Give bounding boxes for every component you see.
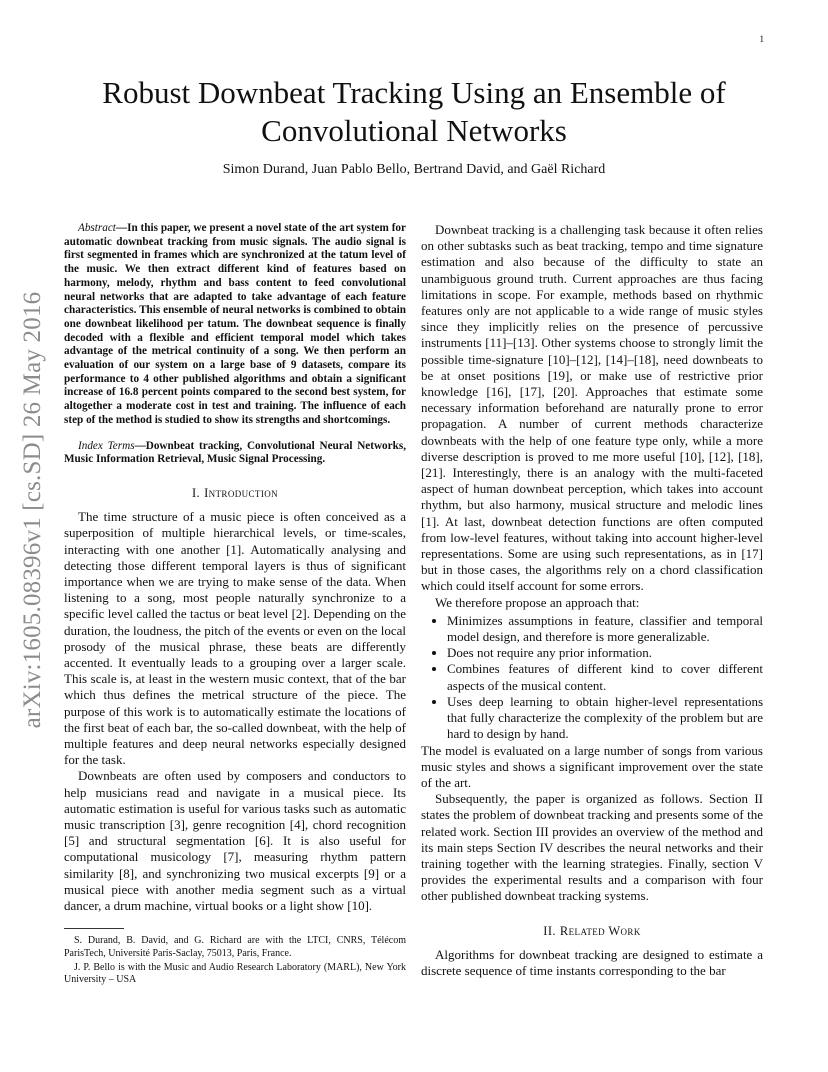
section-heading-introduction [64, 485, 406, 501]
abstract-text: —In this paper, we present a novel state of the art system for automatic downbeat tracking from music signals. The audio signal is first segmented in frames which are synchronized at the tatum level of the music. We then extract different kind of features based on harmony, melody, rhythm and bass content to feed convolutional neural networks that are adapted to take advantage of each feature characteristics. This ensemble of neural networks is combined to obtain one downbeat likelihood per tatum. The downbeat sequence is finally decoded with a flexible and efficient temporal model which takes advantage of the metrical continuity of a song. We then perform an evaluation of our system on a large base of 9 datasets, compare its performance to 4 other published algorithms and obtain a significant increase of 16.8 percent points compared to the second best system, for altogether a moderate cost in test and training. The influence of each step of the method is studied to show its strengths and shortcomings. [64, 222, 406, 426]
related-work-paragraph: Algorithms for downbeat tracking are designed to estimate a discrete sequence of time instants corresponding to the bar [421, 946, 763, 978]
section-title: Related Work [559, 923, 641, 938]
body-paragraph: We therefore propose an approach that: [435, 594, 640, 610]
paper-header [60, 74, 768, 178]
arxiv-identifier-stamp[interactable]: arXiv:1605.08396v1 [cs.SD] 26 May 2016 [19, 291, 46, 729]
list-item: • Does not require any prior information. [447, 645, 763, 661]
section-number: II. [543, 923, 556, 938]
intro-paragraph: The time structure of a music piece is often conceived as a superposition of multiple hierarchical levels, or time-scales, interacting with one another [1]. Automatically analysing and detecting those different temporal layers is thus of significant importance when we are trying to make sense of the data. When listening to a song, most people naturally synchronize to a specific level called the tactus or beat level [2]. Depending on the duration, the loudness, the pitch of the events or even on the local prosody of the musical phrase, these beats are differently accented. It eventually leads to a grouping over a larger scale. This scale is, at least in the western music context, that of the bar which thus defines the metrical structure of the piece. The purpose of this work is to automatically estimate the locations of the first beat of each bar, the so-called downbeat, with the help of multiple features and deep neural networks especially designed for the task. [64, 509, 406, 768]
list-item: • Combines features of different kind to cover different aspects of the musical content. [447, 661, 763, 693]
author-list: Simon Durand, Juan Pablo Bello, Bertrand David, and Gaël Richard [222, 162, 606, 177]
index-terms-label: Index Terms [78, 439, 135, 452]
body-paragraph: The model is evaluated on a large number of songs from various music styles and shows a significant improvement over the state of the art. [421, 742, 763, 790]
index-terms-text: —Downbeat tracking, Convolutional Neural Networks, Music Information Retrieval, Music Signal Processing. [64, 439, 406, 466]
left-column [64, 222, 406, 989]
footnotes [64, 935, 406, 987]
page-number: 1 [759, 34, 764, 44]
section-title: Introduction [204, 485, 279, 500]
footnote-divider [64, 928, 124, 929]
list-item: • Minimizes assumptions in feature, classifier and temporal model design, and therefore is more generalizable. [447, 613, 763, 645]
body-paragraph: Downbeat tracking is a challenging task because it often relies on other subtasks such as beat tracking, tempo and time signature estimation and also because of the difficulty to state an unambiguous ground truth. Current approaches are thus facing limitations in scope. For example, methods based on rhythmic features only are not applicable to a wide range of music styles since they implicitly relies on the presence of percussive instruments [11]–[13]. Other systems choose to strongly limit the possible time-signature [10]–[12], [14]–[18], need downbeats to be at onset positions [19], or make use of restrictive prior knowledge [16], [17], [20]. Approaches that estimate some necessary information beforehand are naturally prone to error propagation. A number of current methods characterize downbeats with the help of one feature type only, while a more diverse description is proved to me more useful [10], [12], [18], [21]. Interestingly, there is an analogy with the multi-faceted aspect of human downbeat perception, which takes into account rhythm, but also harmony, musical structure and melodic lines [1]. At last, downbeat detection functions are often computed from low-level features, without taking into account higher-level representations. Some are using such representations, as in [17] but in those cases, the algorithms rely on a chord classification which could itself account for some errors. [421, 222, 763, 594]
footnote-affiliation: S. Durand, B. David, and G. Richard are with the LTCI, CNRS, Télécom ParisTech, Université Paris-Saclay, 75013, Paris, France. [64, 935, 406, 959]
footnote-affiliation: J. P. Bello is with the Music and Audio Research Laboratory (MARL), New York University – USA [64, 962, 406, 986]
intro-paragraph: Downbeats are often used by composers and conductors to help musicians read and navigate in a musical piece. Its automatic estimation is useful for various tasks such as automatic music transcription [3], genre recognition [4], chord recognition [5] and structural segmentation [6]. It is also useful for computational musicology [7], measuring rhythm pattern similarity [8], and synchronizing two musical excerpts [9] or a musical piece with another media segment such as a virtual dancer, a drum machine, virtual books or a light show [10]. [64, 768, 406, 914]
abstract [64, 222, 406, 428]
right-column [421, 222, 763, 979]
paper-title: Robust Downbeat Tracking Using an Ensemble of Convolutional Networks [102, 75, 726, 148]
index-terms [64, 440, 406, 467]
section-heading-related-work [421, 923, 763, 939]
section-number: I. [191, 485, 201, 500]
contribution-list [421, 613, 763, 743]
abstract-label: Abstract [78, 222, 116, 234]
body-paragraph: Subsequently, the paper is organized as follows. Section II states the problem of downbeat tracking and presents some of the related work. Section III provides an overview of the method and its main steps Section IV describes the neural networks and their training together with the learning strategies. Finally, section V provides the experimental results and a comparison with four other published downbeat tracking systems. [421, 791, 763, 904]
list-item: • Uses deep learning to obtain higher-level representations that fully characterize the complexity of the problem but are hard to design by hand. [447, 694, 763, 743]
